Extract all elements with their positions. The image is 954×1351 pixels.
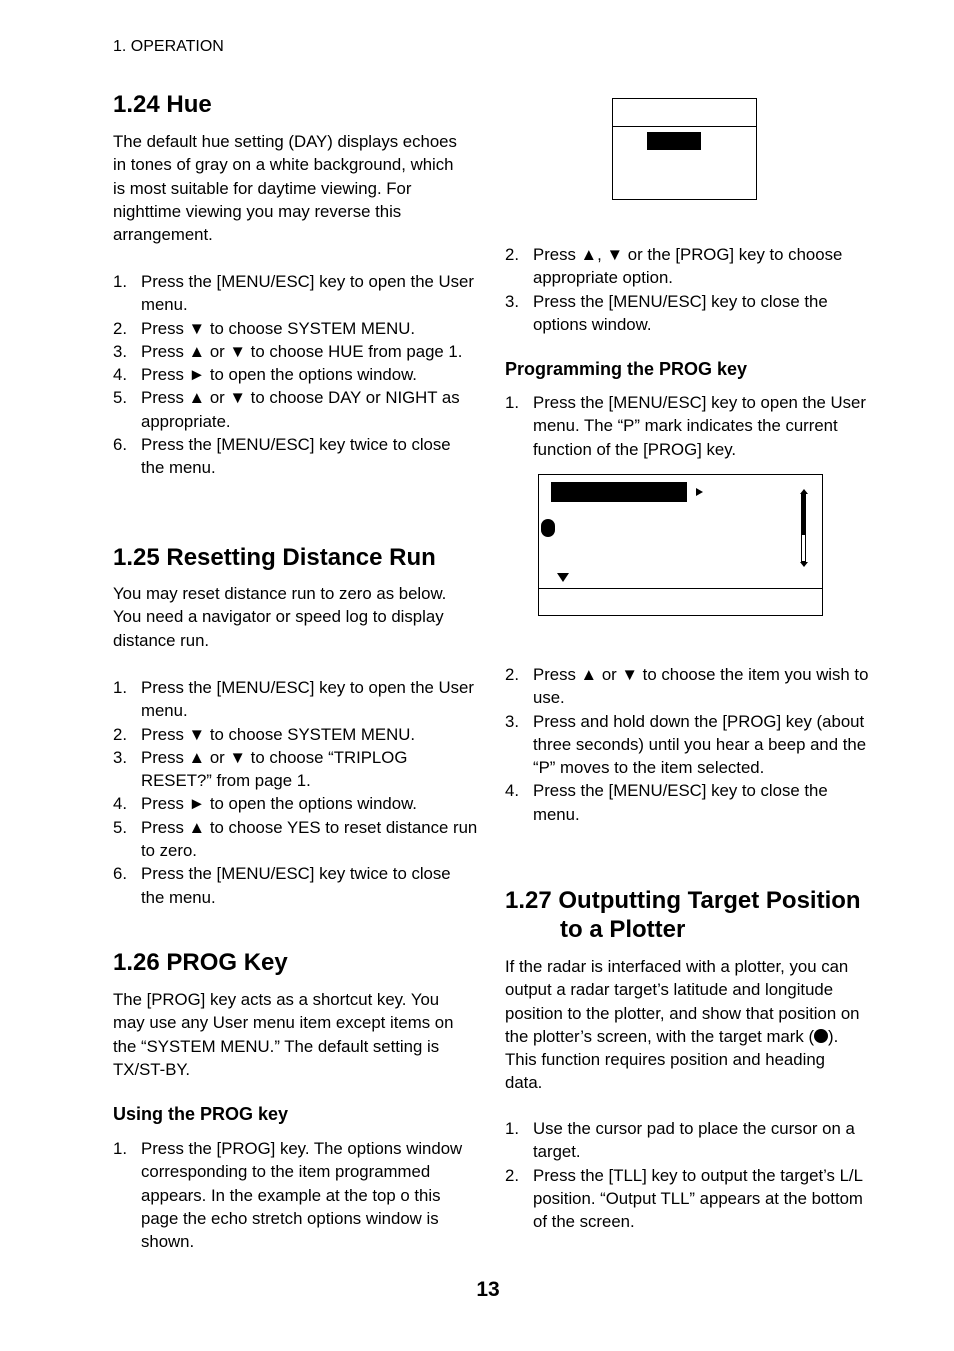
plotter-steps [505,1117,870,1233]
list-item [505,1117,870,1164]
list-item [505,1164,870,1234]
more-items-arrow-icon [557,573,569,582]
step-number: 1. [505,393,519,412]
prog-key-intro: The [PROG] key acts as a shortcut key. You may use any User menu item except items on the “SYSTEM MENU.” The default setting is TX/ST-BY. [113,990,454,1079]
menu-selection-highlight [551,482,687,502]
using-prog-steps [113,1137,475,1253]
heading-1-27-line2: to a Plotter [560,916,686,943]
subheading-programming-prog-key: Programming the PROG key [505,359,748,379]
step-text: Press ▲ or ▼ to choose the item you wish to use. [533,665,869,708]
programming-steps-a [505,391,870,461]
step-text: Press the [MENU/ESC] key to close the options window. [533,291,828,334]
list-item [113,386,478,433]
step-text: Press ▲ or ▼ to choose HUE from page 1. [141,341,463,361]
list-item [505,779,870,826]
step-number: 3. [505,291,519,311]
list-item [113,746,478,793]
step-number: 5. [113,388,127,408]
step-text: Use the cursor pad to place the cursor on a target. [533,1119,855,1162]
step-number: 6. [113,864,127,884]
figure-divider [613,126,756,127]
step-number: 4. [113,794,127,814]
submenu-arrow-icon [696,488,703,496]
running-header: 1. OPERATION [113,38,224,55]
list-item [505,243,870,290]
list-item [113,792,478,815]
step-number: 2. [505,665,519,684]
hue-steps [113,270,478,480]
heading-1-25: 1.25 Resetting Distance Run [113,544,436,571]
step-number: 1. [113,678,127,697]
target-mark-icon [814,1029,828,1043]
scrollbar-thumb [802,495,805,535]
selected-option-highlight [647,132,701,150]
step-number: 3. [113,747,127,767]
heading-1-27-line1: 1.27 Outputting Target Position [505,887,861,914]
step-number: 4. [505,781,519,801]
list-item [113,862,478,909]
list-item [113,723,478,746]
heading-1-26: 1.26 PROG Key [113,949,288,976]
step-number: 4. [113,365,127,385]
step-text: Press ▼ to choose SYSTEM MENU. [141,724,415,744]
step-number: 3. [113,341,127,361]
step-text: Press and hold down the [PROG] key (about three seconds) until you hear a beep and the “P” moves to the item selected. [533,711,867,778]
list-item [113,433,478,480]
list-item [113,1137,475,1253]
list-item [505,391,870,461]
step-text: Press ► to open the options window. [141,365,417,385]
step-text: Press ► to open the options window. [141,794,417,814]
subheading-using-prog-key: Using the PROG key [113,1104,289,1124]
step-text: Press ▲ or ▼ to choose “TRIPLOG RESET?” from page 1. [141,747,408,791]
step-text: Press the [MENU/ESC] key twice to close the menu. [141,864,451,907]
options-window-figure [612,98,757,200]
list-item [113,317,478,340]
page-number: 13 [476,1278,500,1301]
list-item [113,676,478,723]
step-text: Press the [MENU/ESC] key twice to close the menu. [141,435,451,478]
user-menu-figure [538,474,823,616]
step-text: Press ▲ or ▼ to choose DAY or NIGHT as appropriate. [141,388,460,431]
scroll-down-icon [800,562,808,567]
distance-run-intro: You may reset distance run to zero as below. You need a navigator or speed log to display distance run. [113,584,447,650]
step-text: Press the [PROG] key. The options window corresponding to the item programmed appears. In the example at the top o this page the echo stretch options window is shown. [141,1139,463,1252]
step-number: 3. [505,711,519,731]
step-number: 6. [113,435,127,455]
figure-status-divider [539,588,822,589]
step-number: 1. [505,1119,519,1138]
step-text: Press the [MENU/ESC] key to open the User menu. The “P” mark indicates the current function of the [PROG] key. [533,393,866,459]
list-item [113,340,478,363]
distance-run-steps [113,676,478,909]
p-mark-icon [541,519,555,537]
step-text: Press the [MENU/ESC] key to open the User menu. [141,272,474,315]
list-item [505,710,870,780]
programming-steps-b [505,663,870,826]
list-item [113,270,478,317]
step-number: 1. [113,1139,127,1158]
step-text: Press the [TLL] key to output the target’s L/L position. “Output TLL” appears at the bottom of the screen. [533,1165,863,1232]
step-text: Press the [MENU/ESC] key to open the User menu. [141,678,474,721]
step-text: Press ▼ to choose SYSTEM MENU. [141,318,415,338]
list-item [113,363,478,386]
step-number: 1. [113,272,127,291]
step-number: 2. [113,724,127,744]
scrollbar [801,494,806,562]
step-number: 5. [113,817,127,837]
step-number: 2. [505,245,519,264]
list-item [113,816,478,863]
list-item [505,663,870,710]
list-item [505,290,870,337]
step-text: Press ▲, ▼ or the [PROG] key to choose appropriate option. [533,245,843,288]
step-number: 2. [113,318,127,338]
hue-intro: The default hue setting (DAY) displays echoes in tones of gray on a white background, which is most suitable for daytime viewing. For nighttime viewing you may reverse this arrangement. [113,132,457,245]
step-text: Press the [MENU/ESC] key to close the menu. [533,781,828,824]
step-text: Press ▲ to choose YES to reset distance run to zero. [141,817,478,861]
plotter-intro: If the radar is interfaced with a plotter, you can output a radar target’s latitude and longitude position to the plotter, and show that position on the plotter’s screen, with the target mark ( ). This function requires position and heading data. [505,957,860,1093]
step-number: 2. [505,1165,519,1185]
heading-1-24: 1.24 Hue [113,91,212,118]
using-prog-steps-continued [505,243,870,336]
